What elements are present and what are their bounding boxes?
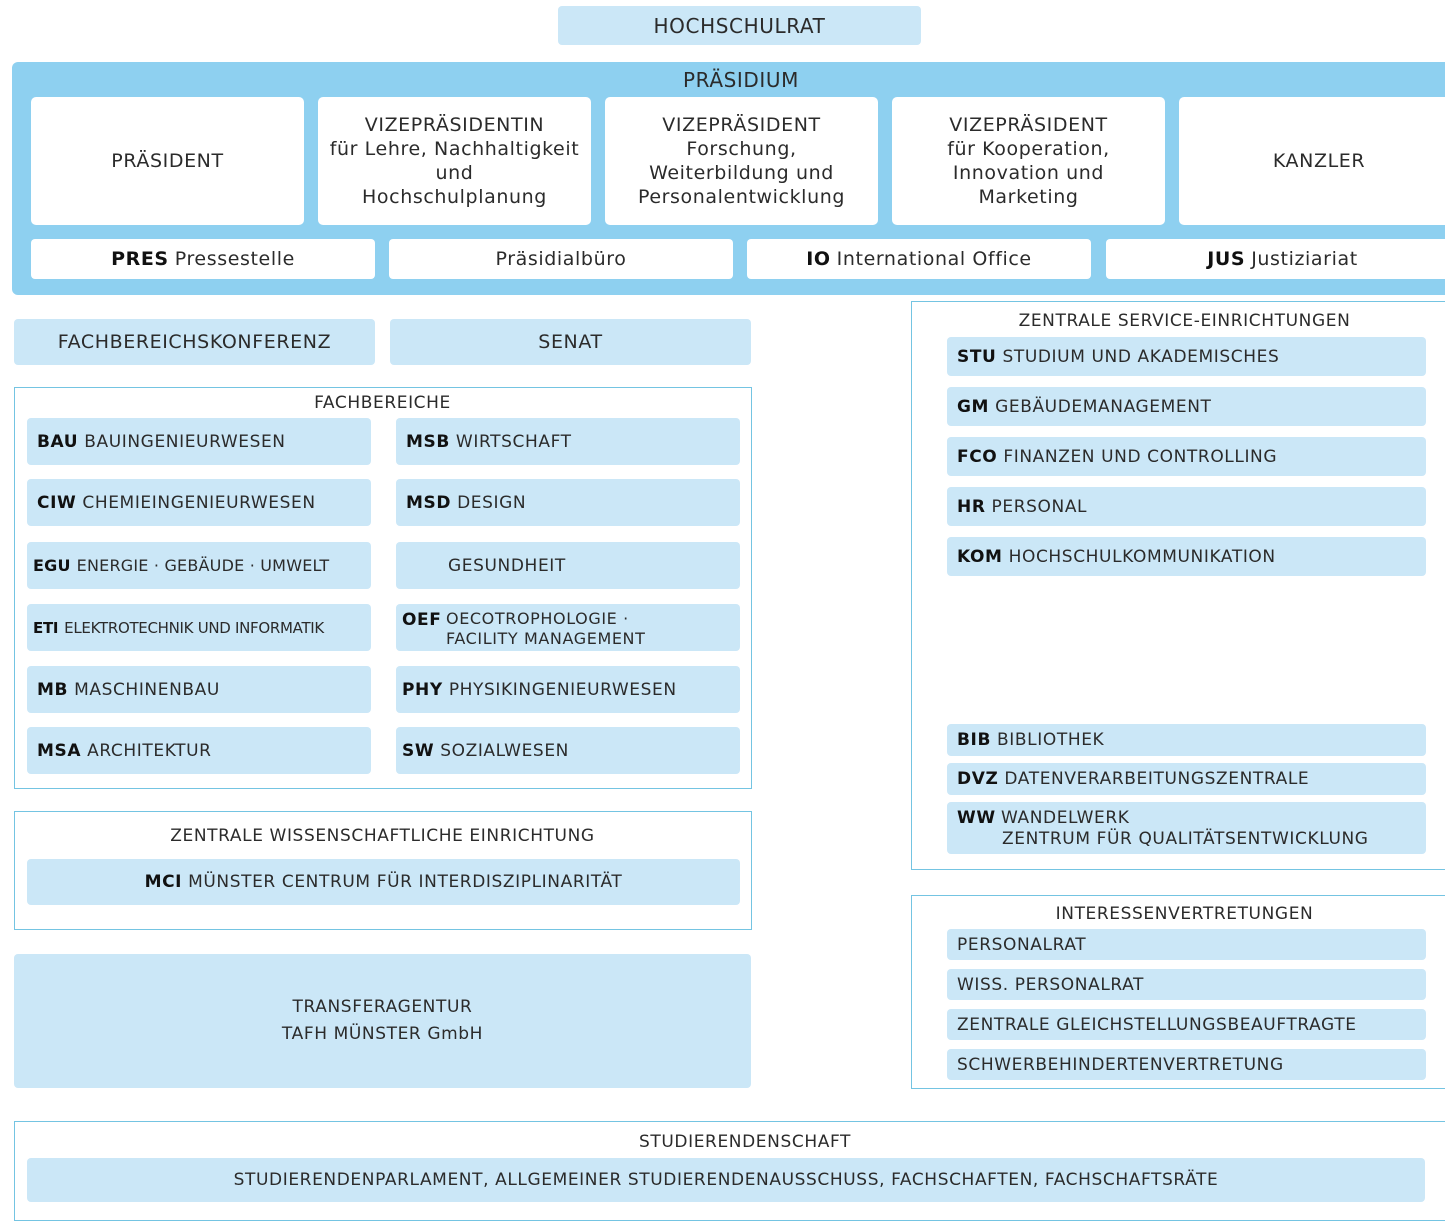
fb-oef-line1: OECOTROPHOLOGIE · xyxy=(446,609,629,628)
interessen-schwerbehindert-label: SCHWERBEHINDERTENVERTRETUNG xyxy=(957,1054,1284,1075)
studierendenschaft-bodies xyxy=(27,1158,1425,1202)
hochschulrat-box xyxy=(558,6,921,45)
praesidialbuero-box xyxy=(389,239,733,279)
justiziariat-label: Justiziariat xyxy=(1251,248,1358,270)
fb-bau-label: BAUINGENIEURWESEN xyxy=(84,431,286,452)
svc-kom-code: KOM xyxy=(957,546,1003,567)
service-title: ZENTRALE SERVICE-EINRICHTUNGEN xyxy=(1018,311,1351,331)
zwe-mci-code: MCI xyxy=(144,872,183,892)
studierendenschaft-title: STUDIERENDENSCHAFT xyxy=(638,1132,852,1152)
international-office-label: International Office xyxy=(836,248,1032,270)
fachbereiche-title: FACHBEREICHE xyxy=(314,393,451,413)
svc-fco-label: FINANZEN UND CONTROLLING xyxy=(1003,446,1278,467)
fb-msa xyxy=(27,727,371,774)
vp-lehre-line2: und xyxy=(435,162,474,184)
svc-dvz xyxy=(947,763,1426,795)
fb-phy-code: PHY xyxy=(402,679,443,700)
vp-forschung-box xyxy=(605,97,878,225)
fb-oef-code: OEF xyxy=(402,610,442,630)
praesidium-panel xyxy=(12,62,1445,295)
svc-hr-label: PERSONAL xyxy=(991,496,1088,517)
fb-bau xyxy=(27,418,371,465)
fb-oef-line2: FACILITY MANAGEMENT xyxy=(446,629,646,648)
fb-mb-label: MASCHINENBAU xyxy=(74,679,220,700)
fachbereichskonferenz-box xyxy=(14,319,375,365)
fb-msd-label: DESIGN xyxy=(457,492,527,513)
fb-msd xyxy=(396,479,740,526)
vp-forschung-line3: Personalentwicklung xyxy=(637,186,846,208)
interessen-schwerbehindert xyxy=(947,1049,1426,1080)
svc-stu-label: STUDIUM UND AKADEMISCHES xyxy=(1002,346,1280,367)
svc-hr xyxy=(947,487,1426,526)
interessen-wiss-personalrat-label: WISS. PERSONALRAT xyxy=(957,974,1145,995)
fb-gesundheit-label: GESUNDHEIT xyxy=(448,555,566,576)
svc-gm-code: GM xyxy=(957,396,990,417)
fb-msa-label: ARCHITEKTUR xyxy=(87,740,212,761)
international-office-code: IO xyxy=(806,248,831,270)
vp-kooperation-box xyxy=(892,97,1165,225)
interessen-gleichstellung-label: ZENTRALE GLEICHSTELLUNGSBEAUFTRAGTE xyxy=(957,1014,1357,1035)
fachbereichskonferenz-label: FACHBEREICHSKONFERENZ xyxy=(57,331,332,353)
service-frame xyxy=(911,301,1445,870)
vp-forschung-line1: Forschung, xyxy=(686,138,797,160)
zwe-frame xyxy=(14,811,752,930)
hochschulrat-label: HOCHSCHULRAT xyxy=(653,13,826,38)
svc-fco-code: FCO xyxy=(957,446,998,467)
svc-gm xyxy=(947,387,1426,426)
svc-stu xyxy=(947,337,1426,376)
fb-eti xyxy=(27,604,371,651)
praesident-box xyxy=(31,97,304,225)
pressestelle-label: Pressestelle xyxy=(174,248,295,270)
zwe-mci-label: MÜNSTER CENTRUM FÜR INTERDISZIPLINARITÄT xyxy=(188,872,623,892)
vp-kooperation-line3: Marketing xyxy=(978,186,1079,208)
vp-lehre-line3: Hochschulplanung xyxy=(362,186,547,208)
fb-ciw-code: CIW xyxy=(37,492,77,513)
svc-hr-code: HR xyxy=(957,496,986,517)
fb-oef xyxy=(396,604,740,651)
studierendenschaft-bodies-label: STUDIERENDENPARLAMENT, ALLGEMEINER STUDIERENDENAUSSCHUSS, FACHSCHAFTEN, FACHSCHAFTSRÄTE xyxy=(233,1170,1219,1190)
svc-ww-line1: WANDELWERK xyxy=(1001,808,1130,828)
zwe-mci xyxy=(27,859,740,905)
fb-egu xyxy=(27,542,371,589)
interessen-title: INTERESSENVERTRETUNGEN xyxy=(1055,904,1314,924)
fb-sw-label: SOZIALWESEN xyxy=(440,740,569,761)
fb-msd-code: MSD xyxy=(406,492,452,513)
svc-bib-label: BIBLIOTHEK xyxy=(997,730,1105,750)
praesidium-title: PRÄSIDIUM xyxy=(682,68,799,92)
fb-eti-label: ELEKTROTECHNIK UND INFORMATIK xyxy=(64,618,324,637)
fb-mb-code: MB xyxy=(37,679,69,700)
fb-msa-code: MSA xyxy=(37,740,82,761)
fb-sw-code: SW xyxy=(402,740,435,761)
vp-forschung-title: VIZEPRÄSIDENT xyxy=(662,114,821,136)
vp-kooperation-title: VIZEPRÄSIDENT xyxy=(949,114,1108,136)
fb-sw xyxy=(396,727,740,774)
vp-lehre-title: VIZEPRÄSIDENTIN xyxy=(364,114,545,136)
kanzler-label: KANZLER xyxy=(1272,150,1366,172)
fb-mb xyxy=(27,666,371,713)
svc-dvz-code: DVZ xyxy=(957,769,999,789)
pressestelle-code: PRES xyxy=(111,248,169,270)
fb-msb xyxy=(396,418,740,465)
interessen-personalrat xyxy=(947,929,1426,960)
fb-msb-code: MSB xyxy=(406,431,450,452)
svc-stu-code: STU xyxy=(957,346,997,367)
zwe-title: ZENTRALE WISSENSCHAFTLICHE EINRICHTUNG xyxy=(170,826,595,846)
svc-dvz-label: DATENVERARBEITUNGSZENTRALE xyxy=(1004,769,1310,789)
svc-gm-label: GEBÄUDEMANAGEMENT xyxy=(995,396,1212,417)
svc-ww-code: WW xyxy=(957,808,996,828)
svc-fco xyxy=(947,437,1426,476)
justiziariat-box xyxy=(1106,239,1445,279)
vp-lehre-line1: für Lehre, Nachhaltigkeit xyxy=(329,138,580,160)
interessen-gleichstellung xyxy=(947,1009,1426,1040)
justiziariat-code: JUS xyxy=(1207,248,1246,270)
fb-egu-label: ENERGIE · GEBÄUDE · UMWELT xyxy=(76,556,330,575)
transfer-line1: TRANSFERAGENTUR xyxy=(292,997,473,1017)
studierendenschaft-frame xyxy=(14,1121,1445,1221)
praesidialbuero-label: Präsidialbüro xyxy=(495,248,627,270)
fb-phy-label: PHYSIKINGENIEURWESEN xyxy=(448,679,677,700)
vp-forschung-line2: Weiterbildung und xyxy=(649,162,834,184)
kanzler-box xyxy=(1179,97,1445,225)
fachbereiche-frame xyxy=(14,387,752,789)
senat-label: SENAT xyxy=(538,331,603,353)
svc-kom xyxy=(947,537,1426,576)
fb-eti-code: ETI xyxy=(33,618,59,637)
fb-phy xyxy=(396,666,740,713)
fb-msb-label: WIRTSCHAFT xyxy=(455,431,572,452)
interessen-wiss-personalrat xyxy=(947,969,1426,1000)
svc-ww xyxy=(947,802,1426,854)
svc-bib xyxy=(947,724,1426,756)
praesident-label: PRÄSIDENT xyxy=(111,150,224,172)
fb-gesundheit xyxy=(396,542,740,589)
interessen-personalrat-label: PERSONALRAT xyxy=(957,934,1087,955)
vp-kooperation-line2: Innovation und xyxy=(952,162,1105,184)
pressestelle-box xyxy=(31,239,375,279)
fb-bau-code: BAU xyxy=(37,431,79,452)
svc-bib-code: BIB xyxy=(957,730,992,750)
senat-box xyxy=(390,319,751,365)
transfer-line2: TAFH MÜNSTER GmbH xyxy=(281,1024,484,1044)
svc-ww-line2: ZENTRUM FÜR QUALITÄTSENTWICKLUNG xyxy=(1002,829,1369,849)
vp-lehre-box xyxy=(318,97,591,225)
fb-ciw-label: CHEMIEINGENIEURWESEN xyxy=(82,492,316,513)
svc-kom-label: HOCHSCHULKOMMUNIKATION xyxy=(1008,546,1276,567)
fb-ciw xyxy=(27,479,371,526)
vp-kooperation-line1: für Kooperation, xyxy=(947,138,1110,160)
interessen-frame xyxy=(911,895,1445,1089)
transfer-box xyxy=(14,954,751,1088)
international-office-box xyxy=(747,239,1091,279)
fb-egu-code: EGU xyxy=(33,556,71,575)
